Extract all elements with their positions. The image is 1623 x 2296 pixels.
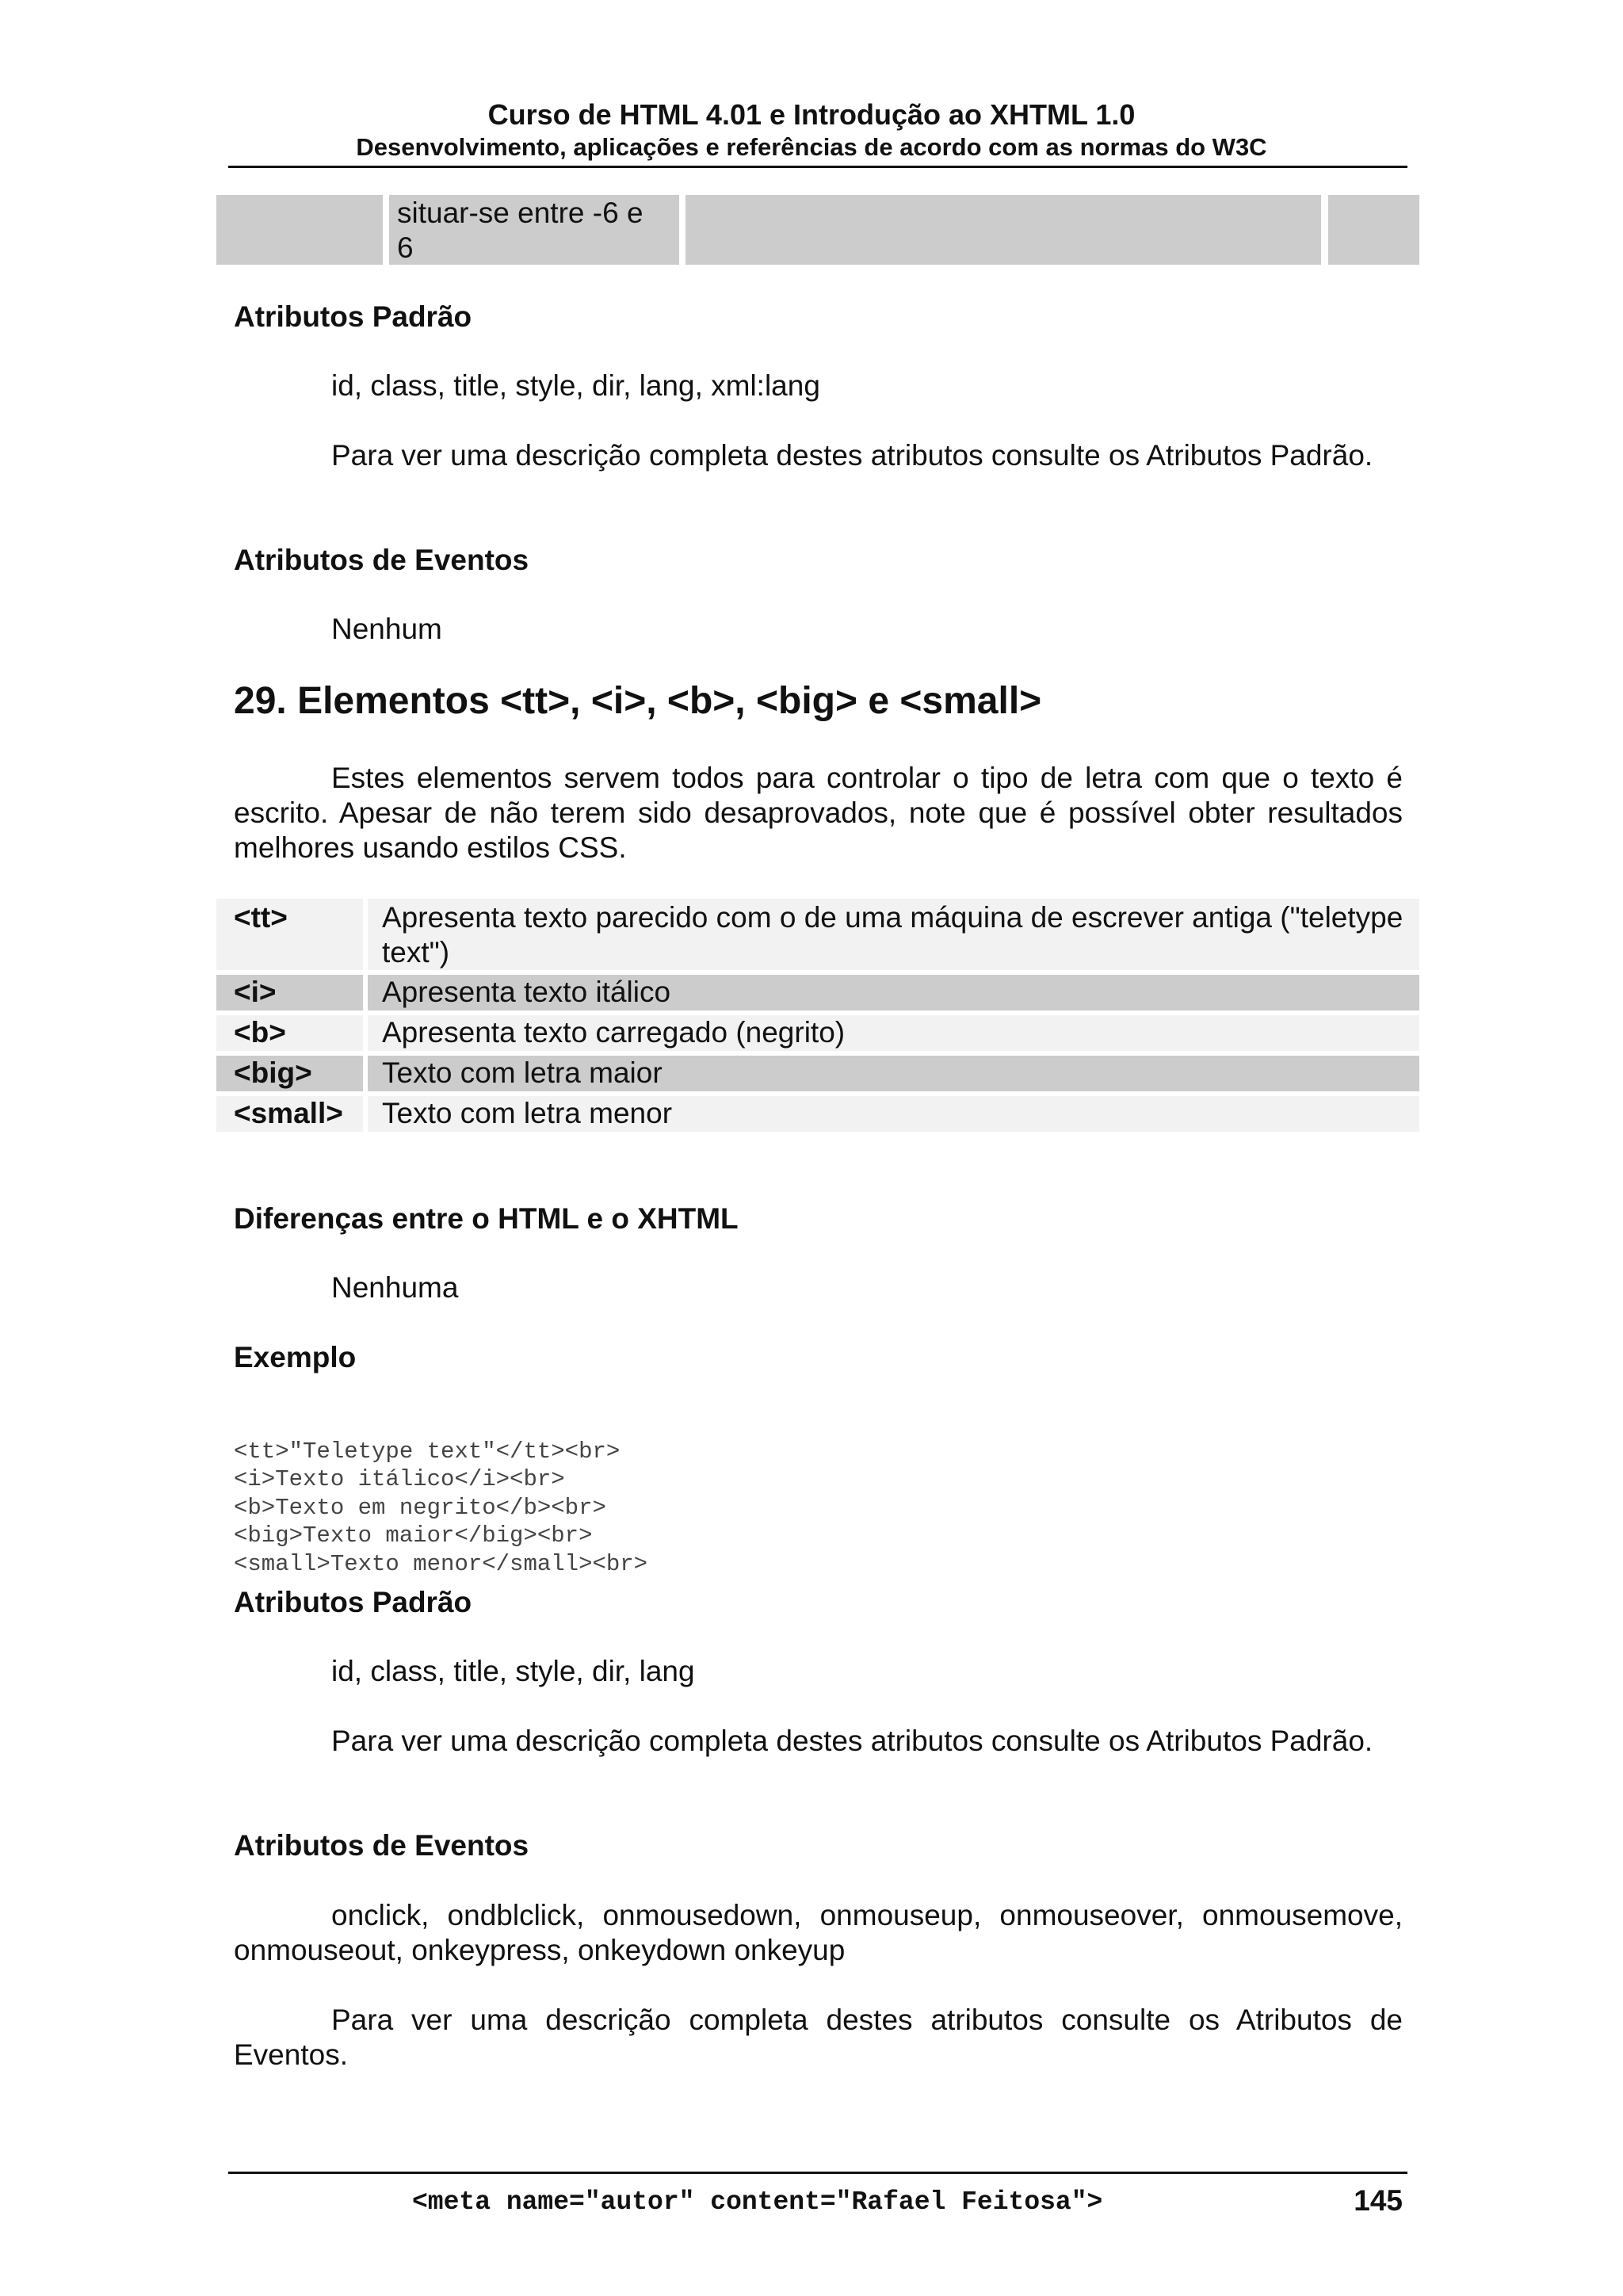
table-cell-desc: Apresenta texto carregado (negrito) (368, 1015, 1419, 1051)
events-list-2-text: onclick, ondblclick, onmousedown, onmouseup, onmouseover, onmousemove, onmouseout, onkeypress, onkeydown onkeyup (234, 1899, 1403, 1966)
table-row (216, 1096, 1419, 1132)
table-cell-desc: Apresenta texto itálico (368, 975, 1419, 1010)
table-cell-tag: <small> (216, 1096, 363, 1132)
footer-meta-code: <meta name="autor" content="Rafael Feitosa"> (412, 2187, 1103, 2217)
code-line: <tt>"Teletype text"</tt><br> (234, 1438, 621, 1465)
std-attrs-list-2: id, class, title, style, dir, lang (331, 1655, 695, 1687)
std-attrs-heading-2: Atributos Padrão (234, 1586, 472, 1618)
events-heading-1: Atributos de Eventos (234, 544, 529, 576)
code-line: <big>Texto maior</big><br> (234, 1522, 593, 1549)
table-fragment-cell-4 (1328, 195, 1419, 265)
table-cell-desc: Texto com letra maior (368, 1056, 1419, 1091)
std-attrs-note-1-text: Para ver uma descrição completa destes atributos consulte os Atributos Padrão. (331, 439, 1373, 472)
events-heading-2: Atributos de Eventos (234, 1829, 529, 1862)
differences-text: Nenhuma (331, 1271, 459, 1304)
section-intro (234, 761, 1403, 865)
header-title: Curso de HTML 4.01 e Introdução ao XHTML 1.0 (487, 98, 1136, 131)
code-line: <b>Texto em negrito</b><br> (234, 1494, 606, 1521)
table-row (216, 1056, 1419, 1091)
header-subtitle: Desenvolvimento, aplicações e referências de acordo com as normas do W3C (356, 133, 1267, 161)
std-attrs-heading-1: Atributos Padrão (234, 300, 472, 333)
table-fragment-cell-1 (216, 195, 383, 265)
section-intro-text: Estes elementos servem todos para controlar o tipo de letra com que o texto é escrito. Apesar de não terem sido desaprovados, note que é possível obter resultados melhores usando estilos CSS. (234, 762, 1403, 864)
page-number: 145 (1354, 2184, 1403, 2217)
table-row (216, 899, 1419, 970)
table-fragment-text-line2: 6 (397, 231, 414, 264)
code-block (234, 1409, 647, 1578)
table-row (216, 1015, 1419, 1051)
table-cell-desc: Apresenta texto parecido com o de uma máquina de escrever antiga ("teletype text") (368, 899, 1419, 970)
table-cell-tag: <tt> (216, 899, 363, 970)
table-cell-tag: <i> (216, 975, 363, 1010)
code-line: <small>Texto menor</small><br> (234, 1550, 648, 1577)
std-attrs-list-1: id, class, title, style, dir, lang, xml:lang (331, 369, 820, 402)
example-heading: Exemplo (234, 1341, 357, 1373)
table-cell-tag: <b> (216, 1015, 363, 1051)
footer-rule (228, 2172, 1407, 2174)
table-row (216, 975, 1419, 1010)
events-note-2 (234, 2003, 1403, 2073)
events-note-2-text: Para ver uma descrição completa destes atributos consulte os Atributos de Eventos. (234, 2004, 1403, 2071)
table-fragment-cell-2 (389, 195, 679, 265)
std-attrs-note-2 (234, 1724, 1403, 1759)
table-fragment-text-line1: situar-se entre -6 e (397, 197, 643, 229)
header-rule (228, 166, 1407, 168)
std-attrs-note-1 (234, 438, 1403, 473)
code-line: <i>Texto itálico</i><br> (234, 1466, 565, 1492)
section-heading: 29. Elementos <tt>, <i>, <b>, <big> e <small> (234, 680, 1042, 722)
std-attrs-note-2-text: Para ver uma descrição completa destes atributos consulte os Atributos Padrão. (331, 1725, 1373, 1757)
table-fragment-cell-3 (685, 195, 1321, 265)
events-list-2 (234, 1898, 1403, 1968)
table-cell-tag: <big> (216, 1056, 363, 1091)
table-cell-desc: Texto com letra menor (368, 1096, 1419, 1132)
differences-heading: Diferenças entre o HTML e o XHTML (234, 1202, 739, 1235)
events-list-1: Nenhum (331, 613, 442, 645)
